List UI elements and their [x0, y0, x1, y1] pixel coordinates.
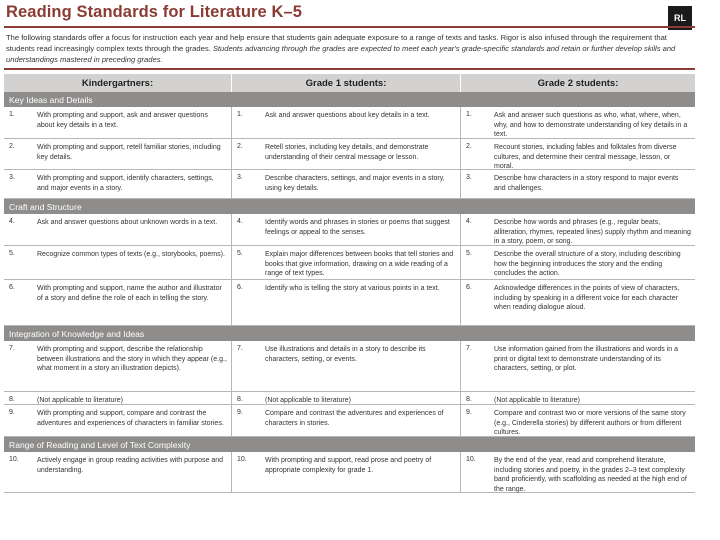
standard-text: Describe how characters in a story respond to major events and challenges. — [494, 175, 679, 192]
standard-number: 9. — [237, 409, 243, 416]
standard-text: Recognize common types of texts (e.g., storybooks, poems). — [37, 251, 225, 258]
standard-text: Retell stories, including key details, and demonstrate understanding of their central message or lesson. — [265, 144, 429, 161]
standard-cell-g1 — [232, 452, 461, 492]
standard-row — [4, 246, 695, 280]
standard-number: 1. — [466, 111, 472, 118]
standard-row — [4, 214, 695, 246]
standard-text: (Not applicable to literature) — [37, 397, 123, 404]
standard-number: 2. — [237, 143, 243, 150]
column-header-row — [4, 74, 695, 92]
standard-text: Use illustrations and details in a story to describe its characters, setting, or events. — [265, 346, 426, 363]
standard-cell-k — [4, 452, 232, 492]
column-header-grade2: Grade 2 students: — [537, 77, 619, 89]
standard-text: With prompting and support, name the author and illustrator of a story and define the role of each in telling the story. — [37, 285, 222, 302]
standard-text: Ask and answer such questions as who, what, where, when, why, and how to demonstrate understanding of key details in a text. — [494, 112, 688, 139]
standard-cell-g1 — [232, 392, 461, 404]
standard-text: Describe characters, settings, and major events in a story, using key details. — [265, 175, 445, 192]
standard-number: 4. — [466, 218, 472, 225]
standard-number: 8. — [9, 396, 15, 403]
standard-text: With prompting and support, read prose and poetry of appropriate complexity for grade 1. — [265, 457, 432, 474]
standard-text: Acknowledge differences in the points of view of characters, including by speaking in a different voice for each character when reading dialogue aloud. — [494, 285, 680, 312]
intro-text: The following standards offer a focus for instruction each year and help ensure that students gain adequate exposure to a range of texts and tasks. Rigor is also infused through the requirement that students read increasingly complex texts through the grades. — [6, 33, 667, 53]
section-header: Key Ideas and Details — [4, 92, 695, 107]
standard-cell-k — [4, 139, 232, 169]
standard-number: 3. — [9, 174, 15, 181]
standard-text: Explain major differences between books that tell stories and books that give information, drawing on a wide reading of a range of text types. — [265, 251, 454, 278]
column-header-grade1: Grade 1 students: — [232, 74, 461, 92]
standard-number: 1. — [237, 111, 243, 118]
standard-cell-k — [4, 392, 232, 404]
standard-number: 5. — [9, 250, 15, 257]
standard-number: 1. — [9, 111, 15, 118]
column-header-kindergarten: Kindergartners: — [4, 74, 232, 92]
standard-number: 4. — [237, 218, 243, 225]
standard-cell-g1 — [232, 139, 461, 169]
standard-number: 5. — [466, 250, 472, 257]
standard-cell-k — [4, 107, 232, 138]
standard-cell-k — [4, 280, 232, 325]
standard-row — [4, 139, 695, 170]
standard-number: 4. — [9, 218, 15, 225]
standard-text: Ask and answer questions about key details in a text. — [265, 112, 430, 119]
standard-number: 10. — [466, 456, 476, 463]
standard-number: 7. — [466, 345, 472, 352]
standard-cell-g2 — [461, 107, 695, 138]
standard-cell-k — [4, 405, 232, 436]
standard-text: Ask and answer questions about unknown words in a text. — [37, 219, 218, 226]
standard-text: With prompting and support, identify characters, settings, and major events in a story. — [37, 175, 214, 192]
standard-text: With prompting and support, compare and contrast the adventures and experiences of characters in familiar stories. — [37, 410, 224, 427]
standard-cell-g2 — [461, 139, 695, 169]
standard-text: (Not applicable to literature) — [265, 397, 351, 404]
standard-row — [4, 392, 695, 405]
standard-cell-g2 — [461, 405, 695, 436]
standard-number: 2. — [466, 143, 472, 150]
standard-text: Compare and contrast two or more versions of the same story (e.g., Cinderella stories) by different authors or from different cultures. — [494, 410, 686, 437]
section-header: Craft and Structure — [4, 199, 695, 214]
standard-cell-g1 — [232, 246, 461, 279]
standard-row — [4, 452, 695, 493]
standard-text: With prompting and support, describe the relationship between illustrations and the story in which they appear (e.g., what moment in a story an illustration depicts). — [37, 346, 227, 373]
page-title: Reading Standards for Literature K–5 — [6, 3, 303, 21]
standard-cell-g2 — [461, 392, 695, 404]
intro-paragraph — [6, 32, 696, 65]
standard-row — [4, 280, 695, 326]
standard-cell-k — [4, 170, 232, 198]
standard-text: (Not applicable to literature) — [494, 397, 580, 404]
standard-cell-g1 — [232, 107, 461, 138]
standard-number: 2. — [9, 143, 15, 150]
standard-text: Identify words and phrases in stories or poems that suggest feelings or appeal to the senses. — [265, 219, 450, 236]
standard-text: Actively engage in group reading activities with purpose and understanding. — [37, 457, 224, 474]
standard-number: 10. — [237, 456, 247, 463]
section-header: Range of Reading and Level of Text Complexity — [4, 437, 695, 452]
standard-number: 6. — [9, 284, 15, 291]
standard-text: Recount stories, including fables and folktales from diverse cultures, and determine their central message, lesson, or moral. — [494, 144, 677, 171]
standard-cell-g1 — [232, 341, 461, 391]
standard-cell-g2 — [461, 170, 695, 198]
standard-number: 8. — [237, 396, 243, 403]
standard-text: Describe how words and phrases (e.g., regular beats, alliteration, rhymes, repeated lines) supply rhythm and meaning in a story, poem, or song. — [494, 219, 691, 246]
standard-text: Use information gained from the illustrations and words in a print or digital text to demonstrate understanding of its characters, setting, or plot. — [494, 346, 679, 373]
standard-number: 6. — [466, 284, 472, 291]
standard-text: With prompting and support, retell familiar stories, including key details. — [37, 144, 221, 161]
standard-cell-g2 — [461, 214, 695, 245]
standard-number: 7. — [237, 345, 243, 352]
standard-number: 3. — [466, 174, 472, 181]
title-divider — [4, 26, 695, 28]
standard-number: 9. — [466, 409, 472, 416]
standard-number: 3. — [237, 174, 243, 181]
standard-cell-g2 — [461, 452, 695, 492]
standard-cell-g2 — [461, 280, 695, 325]
standard-number: 8. — [466, 396, 472, 403]
standard-cell-g1 — [232, 405, 461, 436]
standard-row — [4, 405, 695, 437]
intro-italic-text: Students advancing through the grades are expected to meet each year's grade-specific standards and retain or further develop skills and understandings mastered in preceding grades. — [6, 44, 676, 64]
standard-cell-g1 — [232, 280, 461, 325]
standard-row — [4, 341, 695, 392]
table-body — [4, 92, 695, 493]
standard-text: Compare and contrast the adventures and experiences of characters in stories. — [265, 410, 444, 427]
rl-badge: RL — [668, 6, 692, 30]
standard-cell-k — [4, 214, 232, 245]
standard-cell-g2 — [461, 246, 695, 279]
standard-cell-g1 — [232, 170, 461, 198]
standard-row — [4, 107, 695, 139]
standard-text: Identify who is telling the story at various points in a text. — [265, 285, 440, 292]
standard-text: By the end of the year, read and comprehend literature, including stories and poetry, in the grades 2–3 text complexity band proficiently, with scaffolding as needed at the high end of the range. — [494, 457, 687, 493]
standard-number: 5. — [237, 250, 243, 257]
section-header: Integration of Knowledge and Ideas — [4, 326, 695, 341]
intro-divider — [4, 68, 695, 70]
standards-table — [4, 74, 695, 493]
standard-number: 7. — [9, 345, 15, 352]
standard-text: With prompting and support, ask and answer questions about key details in a text. — [37, 112, 208, 129]
standard-number: 9. — [9, 409, 15, 416]
standard-number: 10. — [9, 456, 19, 463]
standard-cell-k — [4, 246, 232, 279]
standard-cell-k — [4, 341, 232, 391]
standard-number: 6. — [237, 284, 243, 291]
standard-row — [4, 170, 695, 199]
standard-cell-g2 — [461, 341, 695, 391]
standard-cell-g1 — [232, 214, 461, 245]
standard-text: Describe the overall structure of a story, including describing how the beginning introduces the story and the ending concludes the action. — [494, 251, 681, 278]
